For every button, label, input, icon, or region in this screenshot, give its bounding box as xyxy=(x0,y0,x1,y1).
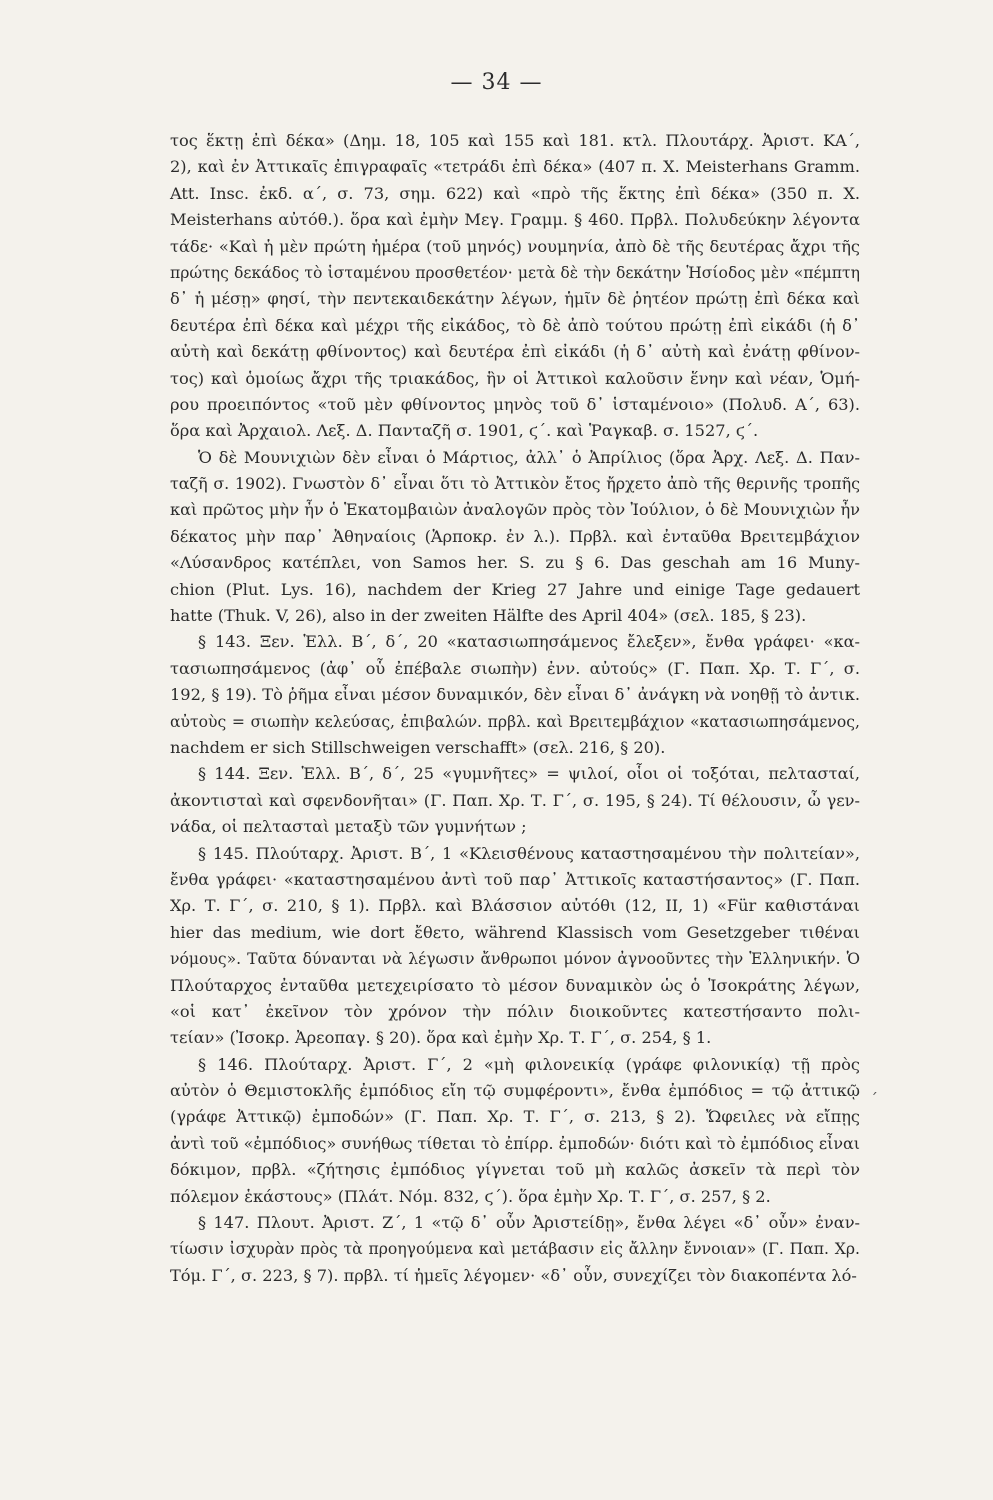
text-line: καὶ πρῶτος μὴν ἦν ὁ Ἑκατομβαιὼν ἀναλογῶν πρὸς τὸν Ἰούλιον, ὁ δὲ Μουνιχιὼν ἦν xyxy=(170,500,860,520)
text-line: «Λύσανδρος κατέπλει, von Samos her. S. zu § 6. Das geschah am 16 Muny- xyxy=(170,553,860,573)
text-line: Πλούταρχος ἐνταῦθα μετεχειρίσατο τὸ μέσον δυναμικὸν ὡς ὁ Ἰσοκράτης λέγων, xyxy=(170,975,860,995)
text-line: chion (Plut. Lys. 16), nachdem der Krieg 27 Jahre und einige Tage gedauert xyxy=(170,579,860,599)
text-line: hier das medium, wie dort ἔθετο, während Klassisch vom Gesetzgeber τιθέναι xyxy=(170,922,860,942)
text-line: πόλεμον ἑκάστους» (Πλάτ. Νόμ. 832, ϛ΄). ὅρα ἐμὴν Χρ. Τ. Γ΄, σ. 257, § 2. xyxy=(170,1186,771,1206)
text-line: Meisterhans αὐτόθ.). ὅρα καὶ ἐμὴν Μεγ. Γραμμ. § 460. Πρβλ. Πολυδεύκην λέγοντα xyxy=(170,210,860,230)
text-line: δ᾽ ἡ μέσῃ» φησί, τὴν πεντεκαιδεκάτην λέγων, ἡμῖν δὲ ῥητέον πρώτῃ ἐπὶ δέκα καὶ xyxy=(170,289,860,309)
text-line: αὐτὸν ὁ Θεμιστοκλῆς ἐμπόδιος εἴη τῷ συμφέροντι», ἔνθα ἐμπόδιος = τῷ ἀττικῷ xyxy=(170,1081,860,1101)
text-line: (γράφε Ἀττικῷ) ἐμποδών» (Γ. Παπ. Χρ. Τ. Γ΄, σ. 213, § 2). Ὤφειλες νὰ εἴπῃς xyxy=(170,1107,860,1127)
text-line: ἀκοντισταὶ καὶ σφενδονῆται» (Γ. Παπ. Χρ. Τ. Γ΄, σ. 195, § 24). Τί θέλουσιν, ὦ γεν- xyxy=(170,790,860,810)
text-line: Τόμ. Γ΄, σ. 223, § 7). πρβλ. τί ἡμεῖς λέγομεν· «δ᾽ οὖν, συνεχίζει τὸν διακοπέντα λό- xyxy=(170,1265,857,1285)
text-line: ἀντὶ τοῦ «ἐμπόδιος» συνήθως τίθεται τὸ ἐπίρρ. ἐμποδών· διότι καὶ τὸ ἐμπόδιος εἶναι xyxy=(170,1133,860,1153)
text-line: § 144. Ξεν. Ἑλλ. Β΄, δ΄, 25 «γυμνῆτες» = ψιλοί, οἷοι οἱ τοξόται, πελτασταί, xyxy=(198,764,860,784)
text-line: nachdem er sich Stillschweigen verschafft» (σελ. 216, § 20). xyxy=(170,737,666,757)
text-line: ταζῆ σ. 1902). Γνωστὸν δ᾽ εἶναι ὅτι τὸ Ἀττικὸν ἔτος ἤρχετο ἀπὸ τῆς θερινῆς τροπῆς xyxy=(170,474,860,494)
text-line: 2), καὶ ἐν Ἀττικαῖς ἐπιγραφαῖς «τετράδι ἐπὶ δέκα» (407 π. Χ. Meisterhans Gramm. xyxy=(170,157,860,177)
text-line: § 145. Πλούταρχ. Ἀριστ. Β΄, 1 «Κλεισθένους καταστησαμένου τὴν πολιτείαν», xyxy=(198,843,860,863)
text-line: Ὁ δὲ Μουνιχιὼν δὲν εἶναι ὁ Μάρτιος, ἀλλ᾽ ὁ Ἀπρίλιος (ὅρα Ἀρχ. Λεξ. Δ. Παν- xyxy=(198,447,860,467)
text-line: Att. Insc. ἐκδ. α΄, σ. 73, σημ. 622) καὶ «πρὸ τῆς ἕκτης ἐπὶ δέκα» (350 π. Χ. xyxy=(170,183,860,203)
text-line: § 147. Πλουτ. Ἀριστ. Ζ΄, 1 «τῷ δ᾽ οὖν Ἀριστείδῃ», ἔνθα λέγει «δ᾽ οὖν» ἐναν- xyxy=(198,1213,860,1233)
body-text xyxy=(170,128,860,1289)
text-line: ὅρα καὶ Ἀρχαιολ. Λεξ. Δ. Πανταζῆ σ. 1901, ϛ΄. καὶ Ῥαγκαβ. σ. 1527, ϛ΄. xyxy=(170,421,759,441)
text-line: αὐτὴ καὶ δεκάτῃ φθίνοντος) καὶ δευτέρα ἐπὶ εἰκάδι (ἡ δ᾽ αὐτὴ καὶ ἐνάτῃ φθίνον- xyxy=(170,342,860,362)
text-line: τος) καὶ ὁμοίως ἄχρι τῆς τριακάδος, ἣν οἱ Ἀττικοὶ καλοῦσιν ἕνην καὶ νέαν, Ὁμή- xyxy=(170,368,860,388)
text-line: 192, § 19). Τὸ ῥῆμα εἶναι μέσον δυναμικόν, δὲν εἶναι δ᾽ ἀνάγκη νὰ νοηθῇ τὸ ἀντικ. xyxy=(170,685,860,705)
text-line: δόκιμον, πρβλ. «ζήτησις ἐμπόδιος γίγνεται τοῦ μὴ καλῶς ἀσκεῖν τὰ περὶ τὸν xyxy=(170,1160,860,1180)
text-line: τασιωπησάμενος (ἀφ᾽ οὗ ἐπέβαλε σιωπὴν) ἐνν. αὐτούς» (Γ. Παπ. Χρ. Τ. Γ΄, σ. xyxy=(170,658,860,678)
text-line: ἔνθα γράφει· «καταστησαμένου ἀντὶ τοῦ παρ᾽ Ἀττικοῖς καταστήσαντος» (Γ. Παπ. xyxy=(170,869,860,889)
text-line: τος ἕκτῃ ἐπὶ δέκα» (Δημ. 18, 105 καὶ 155 καὶ 181. κτλ. Πλουτάρχ. Ἀριστ. ΚΑ΄, xyxy=(170,131,860,150)
text-line: τίωσιν ἰσχυρὰν πρὸς τὰ προηγούμενα καὶ μετάβασιν εἰς ἄλλην ἔννοιαν» (Γ. Παπ. Χρ. xyxy=(170,1240,860,1259)
text-line: § 146. Πλούταρχ. Ἀριστ. Γ΄, 2 «μὴ φιλονεικίᾳ (γράφε φιλονικίᾳ) τῇ πρὸς xyxy=(198,1054,860,1074)
text-line: δευτέρα ἐπὶ δέκα καὶ μέχρι τῆς εἰκάδος, τὸ δὲ ἀπὸ τούτου πρώτῃ ἐπὶ εἰκάδι (ἡ δ᾽ xyxy=(170,315,860,335)
text-line: τείαν» (Ἰσοκρ. Ἀρεοπαγ. § 20). ὅρα καὶ ἐμὴν Χρ. Τ. Γ΄, σ. 254, § 1. xyxy=(170,1028,712,1048)
text-line: § 143. Ξεν. Ἑλλ. Β΄, δ΄, 20 «κατασιωπησάμενος ἔλεξεν», ἔνθα γράφει· «κα- xyxy=(198,632,860,652)
text-line: τάδε· «Καὶ ἡ μὲν πρώτη ἡμέρα (τοῦ μηνός) νουμηνία, ἀπὸ δὲ τῆς δευτέρας ἄχρι τῆς xyxy=(170,236,860,256)
text-line: πρώτης δεκάδος τὸ ἱσταμένου προσθετέον· μετὰ δὲ τὴν δεκάτην Ἡσίοδος μὲν «πέμπτη xyxy=(170,263,860,282)
page-number: — 34 — xyxy=(450,70,543,95)
text-line: νάδα, οἱ πελτασταὶ μεταξὺ τῶν γυμνήτων ; xyxy=(170,817,527,837)
text-line: ρου προειπόντος «τοῦ μὲν φθίνοντος μηνὸς τοῦ δ᾽ ἱσταμένοιο» (Πολυδ. Α΄, 63). xyxy=(170,394,860,414)
text-line: Χρ. Τ. Γ΄, σ. 210, § 1). Πρβλ. καὶ Βλάσσιον αὐτόθι (12, II, 1) «Für καθιστάναι xyxy=(170,896,860,916)
text-line: «οἱ κατ᾽ ἐκεῖνον τὸν χρόνον τὴν πόλιν διοικοῦντες κατεστήσαντο πολι- xyxy=(170,1001,860,1021)
margin-mark: ´ xyxy=(870,1090,878,1109)
text-line: hatte (Thuk. V, 26), also in der zweiten Hälfte des April 404» (σελ. 185, § 23). xyxy=(170,606,807,626)
text-line: δέκατος μὴν παρ᾽ Ἀθηναίοις (Ἁρποκρ. ἐν λ.). Πρβλ. καὶ ἐνταῦθα Βρειτεμβάχιον xyxy=(170,526,860,546)
text-line: αὐτοὺς = σιωπὴν κελεύσας, ἐπιβαλών. πρβλ. καὶ Βρειτεμβάχιον «κατασιωπησάμενος, xyxy=(170,712,860,731)
text-line: νόμους». Ταῦτα δύνανται νὰ λέγωσιν ἄνθρωποι μόνον ἀγνοοῦντες τὴν Ἑλληνικήν. Ὁ xyxy=(170,950,860,969)
